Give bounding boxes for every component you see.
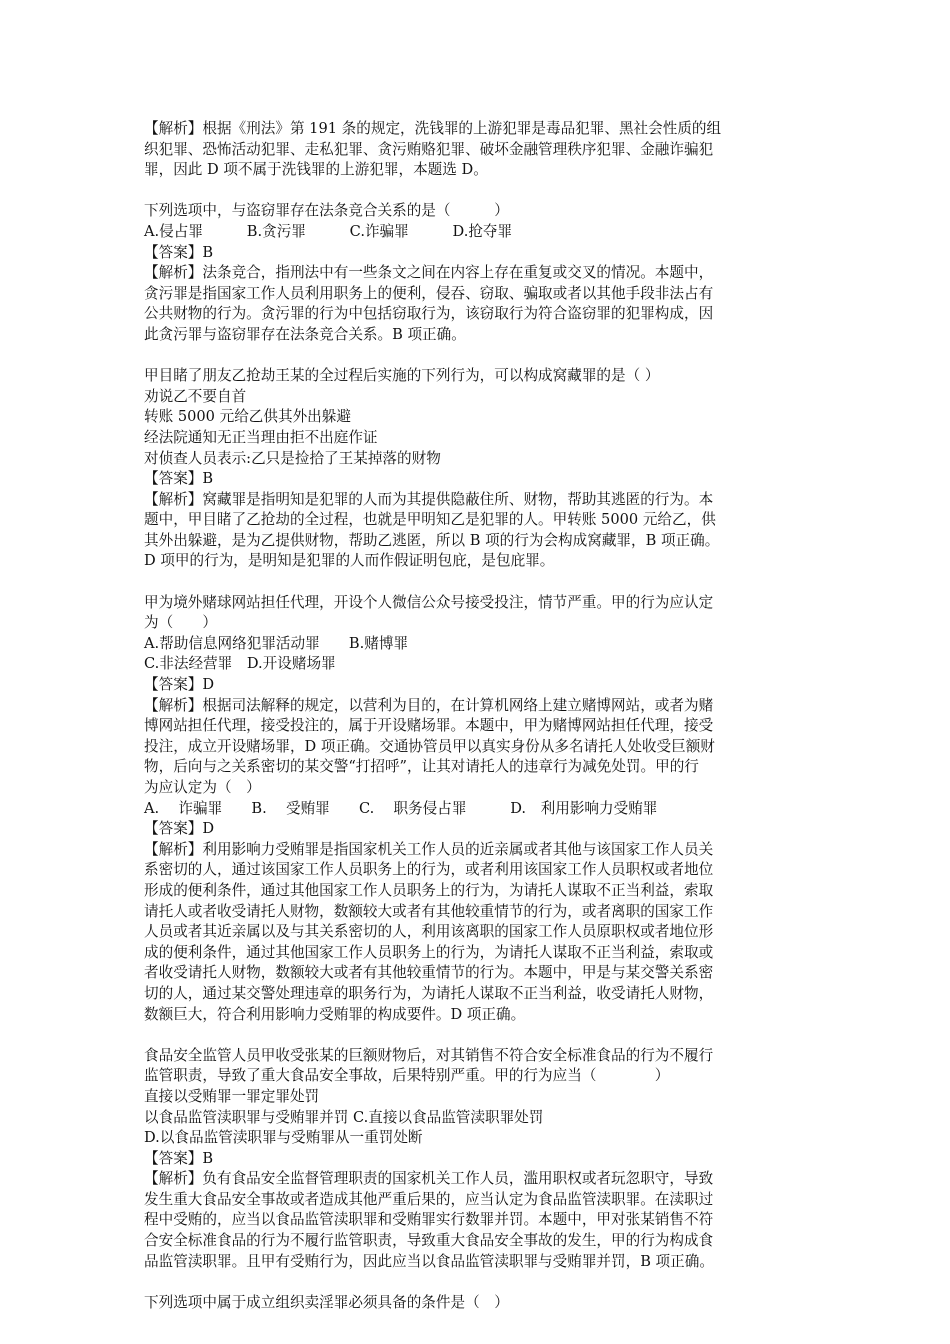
question-block-food-safety — [144, 1046, 804, 1273]
explanation-line: 形成的便利条件，通过其他国家工作人员职务上的行为，为请托人谋取不正当利益，索取 — [144, 881, 714, 899]
explanation-line: 此贪污罪与盗窃罪存在法条竞合关系。B 项正确。 — [144, 325, 466, 343]
explanation-line: 者收受请托人财物，数额较大或者有其他较重情节的行为。本题中，甲是与某交警关系密 — [144, 964, 714, 982]
text-line: 织犯罪、恐怖活动犯罪、走私犯罪、贪污贿赂犯罪、破坏金融管理秩序犯罪、金融诈骗犯 — [144, 140, 714, 158]
paragraph-gap — [144, 572, 804, 593]
paragraph-gap — [144, 346, 804, 367]
explanation-line: 物，后向与之关系密切的某交警“打招呼”，让其对请托人的违章行为减免处罚。甲的行 — [144, 758, 699, 776]
question-block-gambling — [144, 593, 804, 1025]
question-block-prostitution — [144, 1293, 804, 1314]
answer-line: 【答案】B — [144, 1149, 214, 1167]
explanation-line: 系密切的人，通过该国家工作人员职务上的行为，或者利用该国家工作人员职权或者地位 — [144, 861, 714, 879]
question-option: 转账 5000 元给乙供其外出躲避 — [144, 408, 351, 426]
question-option: 对侦查人员表示:乙只是捡拾了王某掉落的财物 — [144, 449, 441, 467]
explanation-line: 请托人或者收受请托人财物，数额较大或者有其他较重情节的行为，或者离职的国家工作 — [144, 902, 714, 920]
explanation-line: 成的便利条件，通过其他国家工作人员职务上的行为，为请托人谋取不正当利益，索取或 — [144, 943, 714, 961]
paragraph-gap — [144, 181, 804, 202]
explanation-line: 贪污罪是指国家工作人员利用职务上的便利，侵吞、窃取、骗取或者以其他手段非法占有 — [144, 284, 714, 302]
explanation-line: 投注，成立开设赌场罪，D 项正确。交通协管员甲以真实身份从多名请托人处收受巨额财 — [144, 737, 715, 755]
answer-line: 【答案】B — [144, 243, 214, 261]
explanation-line: 其外出躲避，是为乙提供财物，帮助乙逃匿，所以 B 项的行为会构成窝藏罪，B 项正确。 — [144, 531, 720, 549]
answer-line: 【答案】B — [144, 470, 214, 488]
question-stem: 食品安全监管人员甲收受张某的巨额财物后，对其销售不符合安全标准食品的行为不履行 — [144, 1046, 714, 1064]
question-stem: 下列选项中，与盗窃罪存在法条竞合关系的是（ ） — [144, 202, 509, 220]
explanation-block-1 — [144, 119, 804, 181]
text-line: 【解析】根据《刑法》第 191 条的规定，洗钱罪的上游犯罪是毒品犯罪、黑社会性质的组 — [144, 120, 722, 137]
explanation-line: 人员或者其近亲属以及与其关系密切的人，利用该离职的国家工作人员原职权或者地位形 — [144, 923, 714, 941]
question-stem: 下列选项中属于成立组织卖淫罪必须具备的条件是（ ） — [144, 1293, 509, 1311]
question-option: D.以食品监管渎职罪与受贿罪从一重罚处断 — [144, 1129, 423, 1147]
question-block-theft — [144, 201, 804, 345]
explanation-line: 数额巨大，符合利用影响力受贿罪的构成要件。D 项正确。 — [144, 1005, 526, 1023]
question-stem: 甲为境外赌球网站担任代理，开设个人微信公众号接受投注，情节严重。甲的行为应认定 — [144, 593, 714, 611]
explanation-line: D 项甲的行为，是明知是犯罪的人而作假证明包庇，是包庇罪。 — [144, 552, 555, 570]
explanation-line: 发生重大食品安全事故或者造成其他严重后果的，应当认定为食品监管渎职罪。在渎职过 — [144, 1190, 714, 1208]
question-options: A.帮助信息网络犯罪活动罪 B.赌博罪 — [144, 634, 409, 652]
text-line: 罪，因此 D 项不属于洗钱罪的上游犯罪，本题选 D。 — [144, 161, 488, 179]
question-option: 以食品监管渎职罪与受贿罪并罚 C.直接以食品监管渎职罪处罚 — [144, 1108, 544, 1126]
question-options: A.侵占罪 B.贪污罪 C.诈骗罪 D.抢夺罪 — [144, 222, 513, 240]
explanation-line: 切的人，通过某交警处理违章的职务行为，为请托人谋取不正当利益，收受请托人财物， — [144, 984, 714, 1002]
explanation-line: 合安全标准食品的行为不履行监管职责，导致重大食品安全事故的发生，甲的行为构成食 — [144, 1232, 714, 1250]
explanation-line: 题中，甲目睹了乙抢劫的全过程，也就是甲明知乙是犯罪的人。甲转账 5000 元给乙，供 — [144, 511, 716, 529]
paragraph-gap — [144, 1025, 804, 1046]
question-option: 直接以受贿罪一罪定罪处罚 — [144, 1087, 320, 1105]
document-body — [144, 119, 804, 1313]
explanation-line: 【解析】根据司法解释的规定，以营利为目的，在计算机网络上建立赌博网站，或者为赌 — [144, 696, 714, 714]
question-option: 劝说乙不要自首 — [144, 387, 247, 405]
explanation-line: 【解析】窝藏罪是指明知是犯罪的人而为其提供隐蔽住所、财物，帮助其逃匿的行为。本 — [144, 490, 714, 508]
question-stem: 甲目睹了朋友乙抢劫王某的全过程后实施的下列行为，可以构成窝藏罪的是（ ） — [144, 367, 660, 385]
explanation-line: 【解析】法条竞合，指刑法中有一些条文之间在内容上存在重复或交叉的情况。本题中， — [144, 264, 714, 282]
explanation-line: 品监管渎职罪。且甲有受贿行为，因此应当以食品监管渎职罪与受贿罪并罚，B 项正确。 — [144, 1252, 714, 1270]
question-block-harboring — [144, 366, 804, 572]
question-stem: 监管职责，导致了重大食品安全事故，后果特别严重。甲的行为应当（ ） — [144, 1067, 670, 1085]
question-options: A. 诈骗罪 B. 受贿罪 C. 职务侵占罪 D. 利用影响力受贿罪 — [144, 799, 658, 817]
question-stem: 为应认定为（ ） — [144, 779, 261, 796]
explanation-line: 【解析】利用影响力受贿罪是指国家机关工作人员的近亲属或者其他与该国家工作人员关 — [144, 840, 714, 858]
question-stem: 为（ ） — [144, 614, 217, 632]
paragraph-gap — [144, 1272, 804, 1293]
explanation-line: 博网站担任代理，接受投注的，属于开设赌场罪。本题中，甲为赌博网站担任代理，接受 — [144, 717, 714, 735]
explanation-line: 【解析】负有食品安全监督管理职责的国家机关工作人员，滥用职权或者玩忽职守，导致 — [144, 1170, 714, 1188]
explanation-line: 公共财物的行为。贪污罪的行为中包括窃取行为，该窃取行为符合盗窃罪的犯罪构成，因 — [144, 305, 714, 323]
question-option: 经法院通知无正当理由拒不出庭作证 — [144, 428, 378, 446]
answer-line: 【答案】D — [144, 676, 215, 694]
answer-line: 【答案】D — [144, 820, 215, 838]
question-options: C.非法经营罪 D.开设赌场罪 — [144, 655, 336, 673]
explanation-line: 程中受贿的，应当以食品监管渎职罪和受贿罪实行数罪并罚。本题中，甲对张某销售不符 — [144, 1211, 714, 1229]
